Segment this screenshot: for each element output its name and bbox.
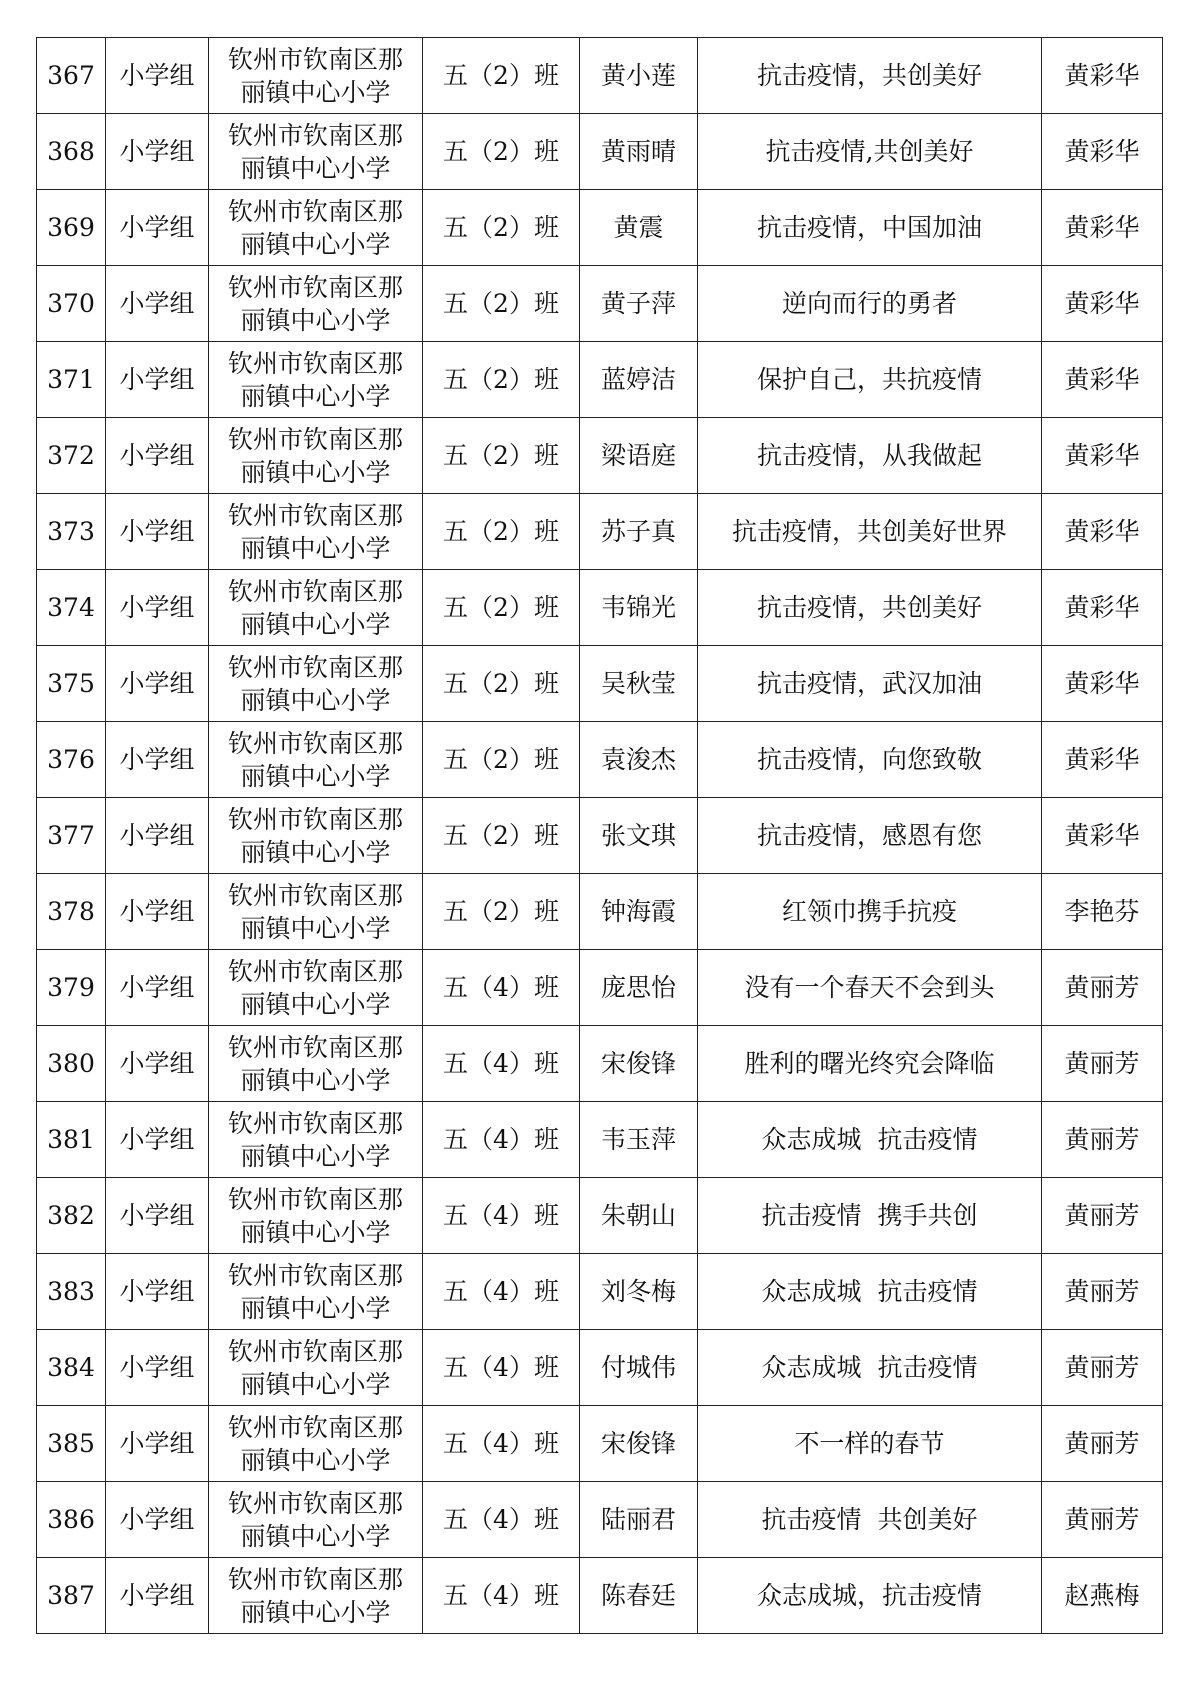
entry-teacher: 黄彩华	[1042, 722, 1163, 798]
entry-teacher: 黄彩华	[1042, 646, 1163, 722]
entry-number: 387	[37, 1558, 106, 1634]
school-line-1: 钦州市钦南区那	[227, 1564, 403, 1594]
entry-student: 黄子萍	[580, 266, 698, 342]
entry-student: 吴秋莹	[580, 646, 698, 722]
entry-class: 五（2）班	[423, 342, 580, 418]
school-line-1: 钦州市钦南区那	[227, 1184, 403, 1214]
entry-title: 逆向而行的勇者	[698, 266, 1042, 342]
entry-class: 五（2）班	[423, 38, 580, 114]
entry-student: 张文琪	[580, 798, 698, 874]
school-line-1: 钦州市钦南区那	[227, 424, 403, 454]
table-row	[37, 1558, 1163, 1634]
entry-title: 抗击疫情,共创美好	[698, 114, 1042, 190]
entry-number: 381	[37, 1102, 106, 1178]
table-row	[37, 570, 1163, 646]
school-line-1: 钦州市钦南区那	[227, 652, 403, 682]
entry-number: 372	[37, 418, 106, 494]
entry-class: 五（4）班	[423, 1330, 580, 1406]
entry-title: 众志成城 抗击疫情	[698, 1254, 1042, 1330]
table-row	[37, 266, 1163, 342]
entry-class: 五（2）班	[423, 874, 580, 950]
entry-group: 小学组	[106, 646, 209, 722]
school-line-2: 丽镇中心小学	[240, 1445, 391, 1475]
entry-teacher: 黄丽芳	[1042, 1482, 1163, 1558]
school-line-2: 丽镇中心小学	[240, 609, 391, 639]
entry-title: 抗击疫情 共创美好	[698, 1482, 1042, 1558]
entry-school	[209, 418, 423, 494]
school-line-1: 钦州市钦南区那	[227, 1032, 403, 1062]
entry-teacher: 黄彩华	[1042, 342, 1163, 418]
entry-title: 抗击疫情，感恩有您	[698, 798, 1042, 874]
entry-class: 五（4）班	[423, 1406, 580, 1482]
entry-teacher: 黄丽芳	[1042, 1330, 1163, 1406]
school-line-1: 钦州市钦南区那	[227, 956, 403, 986]
entry-number: 377	[37, 798, 106, 874]
school-line-2: 丽镇中心小学	[240, 1217, 391, 1247]
table-row	[37, 494, 1163, 570]
entry-number: 384	[37, 1330, 106, 1406]
school-line-2: 丽镇中心小学	[240, 1141, 391, 1171]
entry-number: 368	[37, 114, 106, 190]
entry-teacher: 黄彩华	[1042, 190, 1163, 266]
entry-number: 385	[37, 1406, 106, 1482]
entry-teacher: 黄彩华	[1042, 494, 1163, 570]
school-line-1: 钦州市钦南区那	[227, 1336, 403, 1366]
entry-group: 小学组	[106, 570, 209, 646]
school-line-2: 丽镇中心小学	[240, 989, 391, 1019]
entry-school	[209, 1482, 423, 1558]
entry-number: 383	[37, 1254, 106, 1330]
entry-number: 382	[37, 1178, 106, 1254]
entry-number: 376	[37, 722, 106, 798]
entry-group: 小学组	[106, 950, 209, 1026]
entry-group: 小学组	[106, 798, 209, 874]
table-row	[37, 418, 1163, 494]
entry-school	[209, 266, 423, 342]
school-line-2: 丽镇中心小学	[240, 761, 391, 791]
entry-group: 小学组	[106, 1406, 209, 1482]
entry-student: 黄震	[580, 190, 698, 266]
entry-school	[209, 798, 423, 874]
entry-class: 五（4）班	[423, 1026, 580, 1102]
school-line-2: 丽镇中心小学	[240, 457, 391, 487]
entry-title: 不一样的春节	[698, 1406, 1042, 1482]
school-line-2: 丽镇中心小学	[240, 381, 391, 411]
entry-title: 抗击疫情 携手共创	[698, 1178, 1042, 1254]
table-row	[37, 342, 1163, 418]
entry-teacher: 黄彩华	[1042, 798, 1163, 874]
entry-student: 黄雨晴	[580, 114, 698, 190]
entry-student: 黄小莲	[580, 38, 698, 114]
entry-number: 373	[37, 494, 106, 570]
entry-school	[209, 1330, 423, 1406]
entry-teacher: 黄丽芳	[1042, 950, 1163, 1026]
table-row	[37, 1406, 1163, 1482]
table-row	[37, 1178, 1163, 1254]
entry-number: 369	[37, 190, 106, 266]
entry-title: 胜利的曙光终究会降临	[698, 1026, 1042, 1102]
entry-title: 抗击疫情，共创美好世界	[698, 494, 1042, 570]
entry-student: 蓝婷洁	[580, 342, 698, 418]
entry-number: 374	[37, 570, 106, 646]
entry-group: 小学组	[106, 266, 209, 342]
entry-number: 367	[37, 38, 106, 114]
school-line-2: 丽镇中心小学	[240, 1521, 391, 1551]
entry-teacher: 黄彩华	[1042, 418, 1163, 494]
entry-school	[209, 722, 423, 798]
entry-student: 袁浚杰	[580, 722, 698, 798]
school-line-2: 丽镇中心小学	[240, 77, 391, 107]
school-line-1: 钦州市钦南区那	[227, 804, 403, 834]
entry-teacher: 李艳芬	[1042, 874, 1163, 950]
school-line-1: 钦州市钦南区那	[227, 1412, 403, 1442]
entry-number: 371	[37, 342, 106, 418]
entry-school	[209, 38, 423, 114]
entry-number: 379	[37, 950, 106, 1026]
entry-class: 五（4）班	[423, 1102, 580, 1178]
entry-class: 五（2）班	[423, 266, 580, 342]
entry-school	[209, 1406, 423, 1482]
school-line-1: 钦州市钦南区那	[227, 348, 403, 378]
school-line-2: 丽镇中心小学	[240, 1597, 391, 1627]
entry-school	[209, 114, 423, 190]
table-row	[37, 114, 1163, 190]
school-line-1: 钦州市钦南区那	[227, 44, 403, 74]
school-line-2: 丽镇中心小学	[240, 685, 391, 715]
entry-class: 五（2）班	[423, 646, 580, 722]
entry-student: 陈春廷	[580, 1558, 698, 1634]
entry-class: 五（4）班	[423, 1558, 580, 1634]
entry-student: 庞思怡	[580, 950, 698, 1026]
entry-school	[209, 1026, 423, 1102]
table-row	[37, 1482, 1163, 1558]
school-line-2: 丽镇中心小学	[240, 1065, 391, 1095]
entry-school	[209, 494, 423, 570]
school-line-2: 丽镇中心小学	[240, 1293, 391, 1323]
school-line-2: 丽镇中心小学	[240, 305, 391, 335]
school-line-1: 钦州市钦南区那	[227, 1108, 403, 1138]
entry-class: 五（2）班	[423, 798, 580, 874]
school-line-1: 钦州市钦南区那	[227, 576, 403, 606]
entry-group: 小学组	[106, 1254, 209, 1330]
entry-student: 陆丽君	[580, 1482, 698, 1558]
entry-student: 韦玉萍	[580, 1102, 698, 1178]
entry-teacher: 黄彩华	[1042, 266, 1163, 342]
table-row	[37, 1102, 1163, 1178]
entry-number: 378	[37, 874, 106, 950]
entry-number: 370	[37, 266, 106, 342]
entry-title: 保护自己，共抗疫情	[698, 342, 1042, 418]
entry-class: 五（4）班	[423, 1254, 580, 1330]
table-body	[37, 38, 1163, 1634]
school-line-2: 丽镇中心小学	[240, 153, 391, 183]
entry-student: 梁语庭	[580, 418, 698, 494]
entry-group: 小学组	[106, 38, 209, 114]
school-line-2: 丽镇中心小学	[240, 913, 391, 943]
entry-student: 付城伟	[580, 1330, 698, 1406]
entry-class: 五（4）班	[423, 950, 580, 1026]
table-row	[37, 190, 1163, 266]
table-row	[37, 646, 1163, 722]
entry-group: 小学组	[106, 1178, 209, 1254]
entry-school	[209, 342, 423, 418]
entry-group: 小学组	[106, 1558, 209, 1634]
table-row	[37, 722, 1163, 798]
entry-title: 红领巾携手抗疫	[698, 874, 1042, 950]
entry-student: 宋俊锋	[580, 1026, 698, 1102]
entry-school	[209, 1102, 423, 1178]
entry-school	[209, 646, 423, 722]
entry-school	[209, 1254, 423, 1330]
entry-group: 小学组	[106, 190, 209, 266]
entry-student: 宋俊锋	[580, 1406, 698, 1482]
entry-title: 抗击疫情，中国加油	[698, 190, 1042, 266]
entry-class: 五（2）班	[423, 190, 580, 266]
entry-title: 抗击疫情，共创美好	[698, 570, 1042, 646]
entry-school	[209, 950, 423, 1026]
entry-school	[209, 1178, 423, 1254]
school-line-2: 丽镇中心小学	[240, 533, 391, 563]
table-row	[37, 38, 1163, 114]
entry-number: 375	[37, 646, 106, 722]
entry-group: 小学组	[106, 418, 209, 494]
entry-teacher: 黄丽芳	[1042, 1254, 1163, 1330]
entry-class: 五（2）班	[423, 114, 580, 190]
entry-class: 五（4）班	[423, 1482, 580, 1558]
entry-teacher: 黄丽芳	[1042, 1102, 1163, 1178]
entry-group: 小学组	[106, 494, 209, 570]
entry-student: 钟海霞	[580, 874, 698, 950]
entry-teacher: 赵燕梅	[1042, 1558, 1163, 1634]
school-line-1: 钦州市钦南区那	[227, 500, 403, 530]
entry-group: 小学组	[106, 114, 209, 190]
entry-title: 没有一个春天不会到头	[698, 950, 1042, 1026]
entry-group: 小学组	[106, 342, 209, 418]
school-line-1: 钦州市钦南区那	[227, 196, 403, 226]
entries-table	[36, 37, 1163, 1634]
entry-title: 抗击疫情，共创美好	[698, 38, 1042, 114]
school-line-1: 钦州市钦南区那	[227, 728, 403, 758]
entry-student: 朱朝山	[580, 1178, 698, 1254]
entry-title: 众志成城 抗击疫情	[698, 1102, 1042, 1178]
table-row	[37, 874, 1163, 950]
entry-teacher: 黄彩华	[1042, 570, 1163, 646]
school-line-1: 钦州市钦南区那	[227, 880, 403, 910]
entry-group: 小学组	[106, 722, 209, 798]
entry-class: 五（2）班	[423, 494, 580, 570]
entry-class: 五（4）班	[423, 1178, 580, 1254]
entry-group: 小学组	[106, 1330, 209, 1406]
entry-group: 小学组	[106, 874, 209, 950]
entry-teacher: 黄丽芳	[1042, 1178, 1163, 1254]
school-line-1: 钦州市钦南区那	[227, 1260, 403, 1290]
entry-title: 抗击疫情，从我做起	[698, 418, 1042, 494]
entry-class: 五（2）班	[423, 570, 580, 646]
school-line-1: 钦州市钦南区那	[227, 120, 403, 150]
school-line-2: 丽镇中心小学	[240, 837, 391, 867]
entry-class: 五（2）班	[423, 722, 580, 798]
school-line-2: 丽镇中心小学	[240, 1369, 391, 1399]
entry-school	[209, 570, 423, 646]
entry-number: 380	[37, 1026, 106, 1102]
entry-teacher: 黄彩华	[1042, 114, 1163, 190]
table-row	[37, 1330, 1163, 1406]
entry-school	[209, 1558, 423, 1634]
entry-teacher: 黄丽芳	[1042, 1406, 1163, 1482]
entry-group: 小学组	[106, 1026, 209, 1102]
table-row	[37, 1254, 1163, 1330]
entry-class: 五（2）班	[423, 418, 580, 494]
entry-group: 小学组	[106, 1102, 209, 1178]
entry-student: 苏子真	[580, 494, 698, 570]
entry-number: 386	[37, 1482, 106, 1558]
entry-school	[209, 190, 423, 266]
school-line-1: 钦州市钦南区那	[227, 272, 403, 302]
table-row	[37, 950, 1163, 1026]
entry-title: 抗击疫情，武汉加油	[698, 646, 1042, 722]
entry-group: 小学组	[106, 1482, 209, 1558]
entry-teacher: 黄彩华	[1042, 38, 1163, 114]
entry-title: 众志成城 抗击疫情	[698, 1330, 1042, 1406]
table-row	[37, 798, 1163, 874]
entry-title: 抗击疫情，向您致敬	[698, 722, 1042, 798]
entry-school	[209, 874, 423, 950]
school-line-1: 钦州市钦南区那	[227, 1488, 403, 1518]
entry-title: 众志成城，抗击疫情	[698, 1558, 1042, 1634]
entry-student: 韦锦光	[580, 570, 698, 646]
school-line-2: 丽镇中心小学	[240, 229, 391, 259]
table-row	[37, 1026, 1163, 1102]
entry-student: 刘冬梅	[580, 1254, 698, 1330]
entry-teacher: 黄丽芳	[1042, 1026, 1163, 1102]
